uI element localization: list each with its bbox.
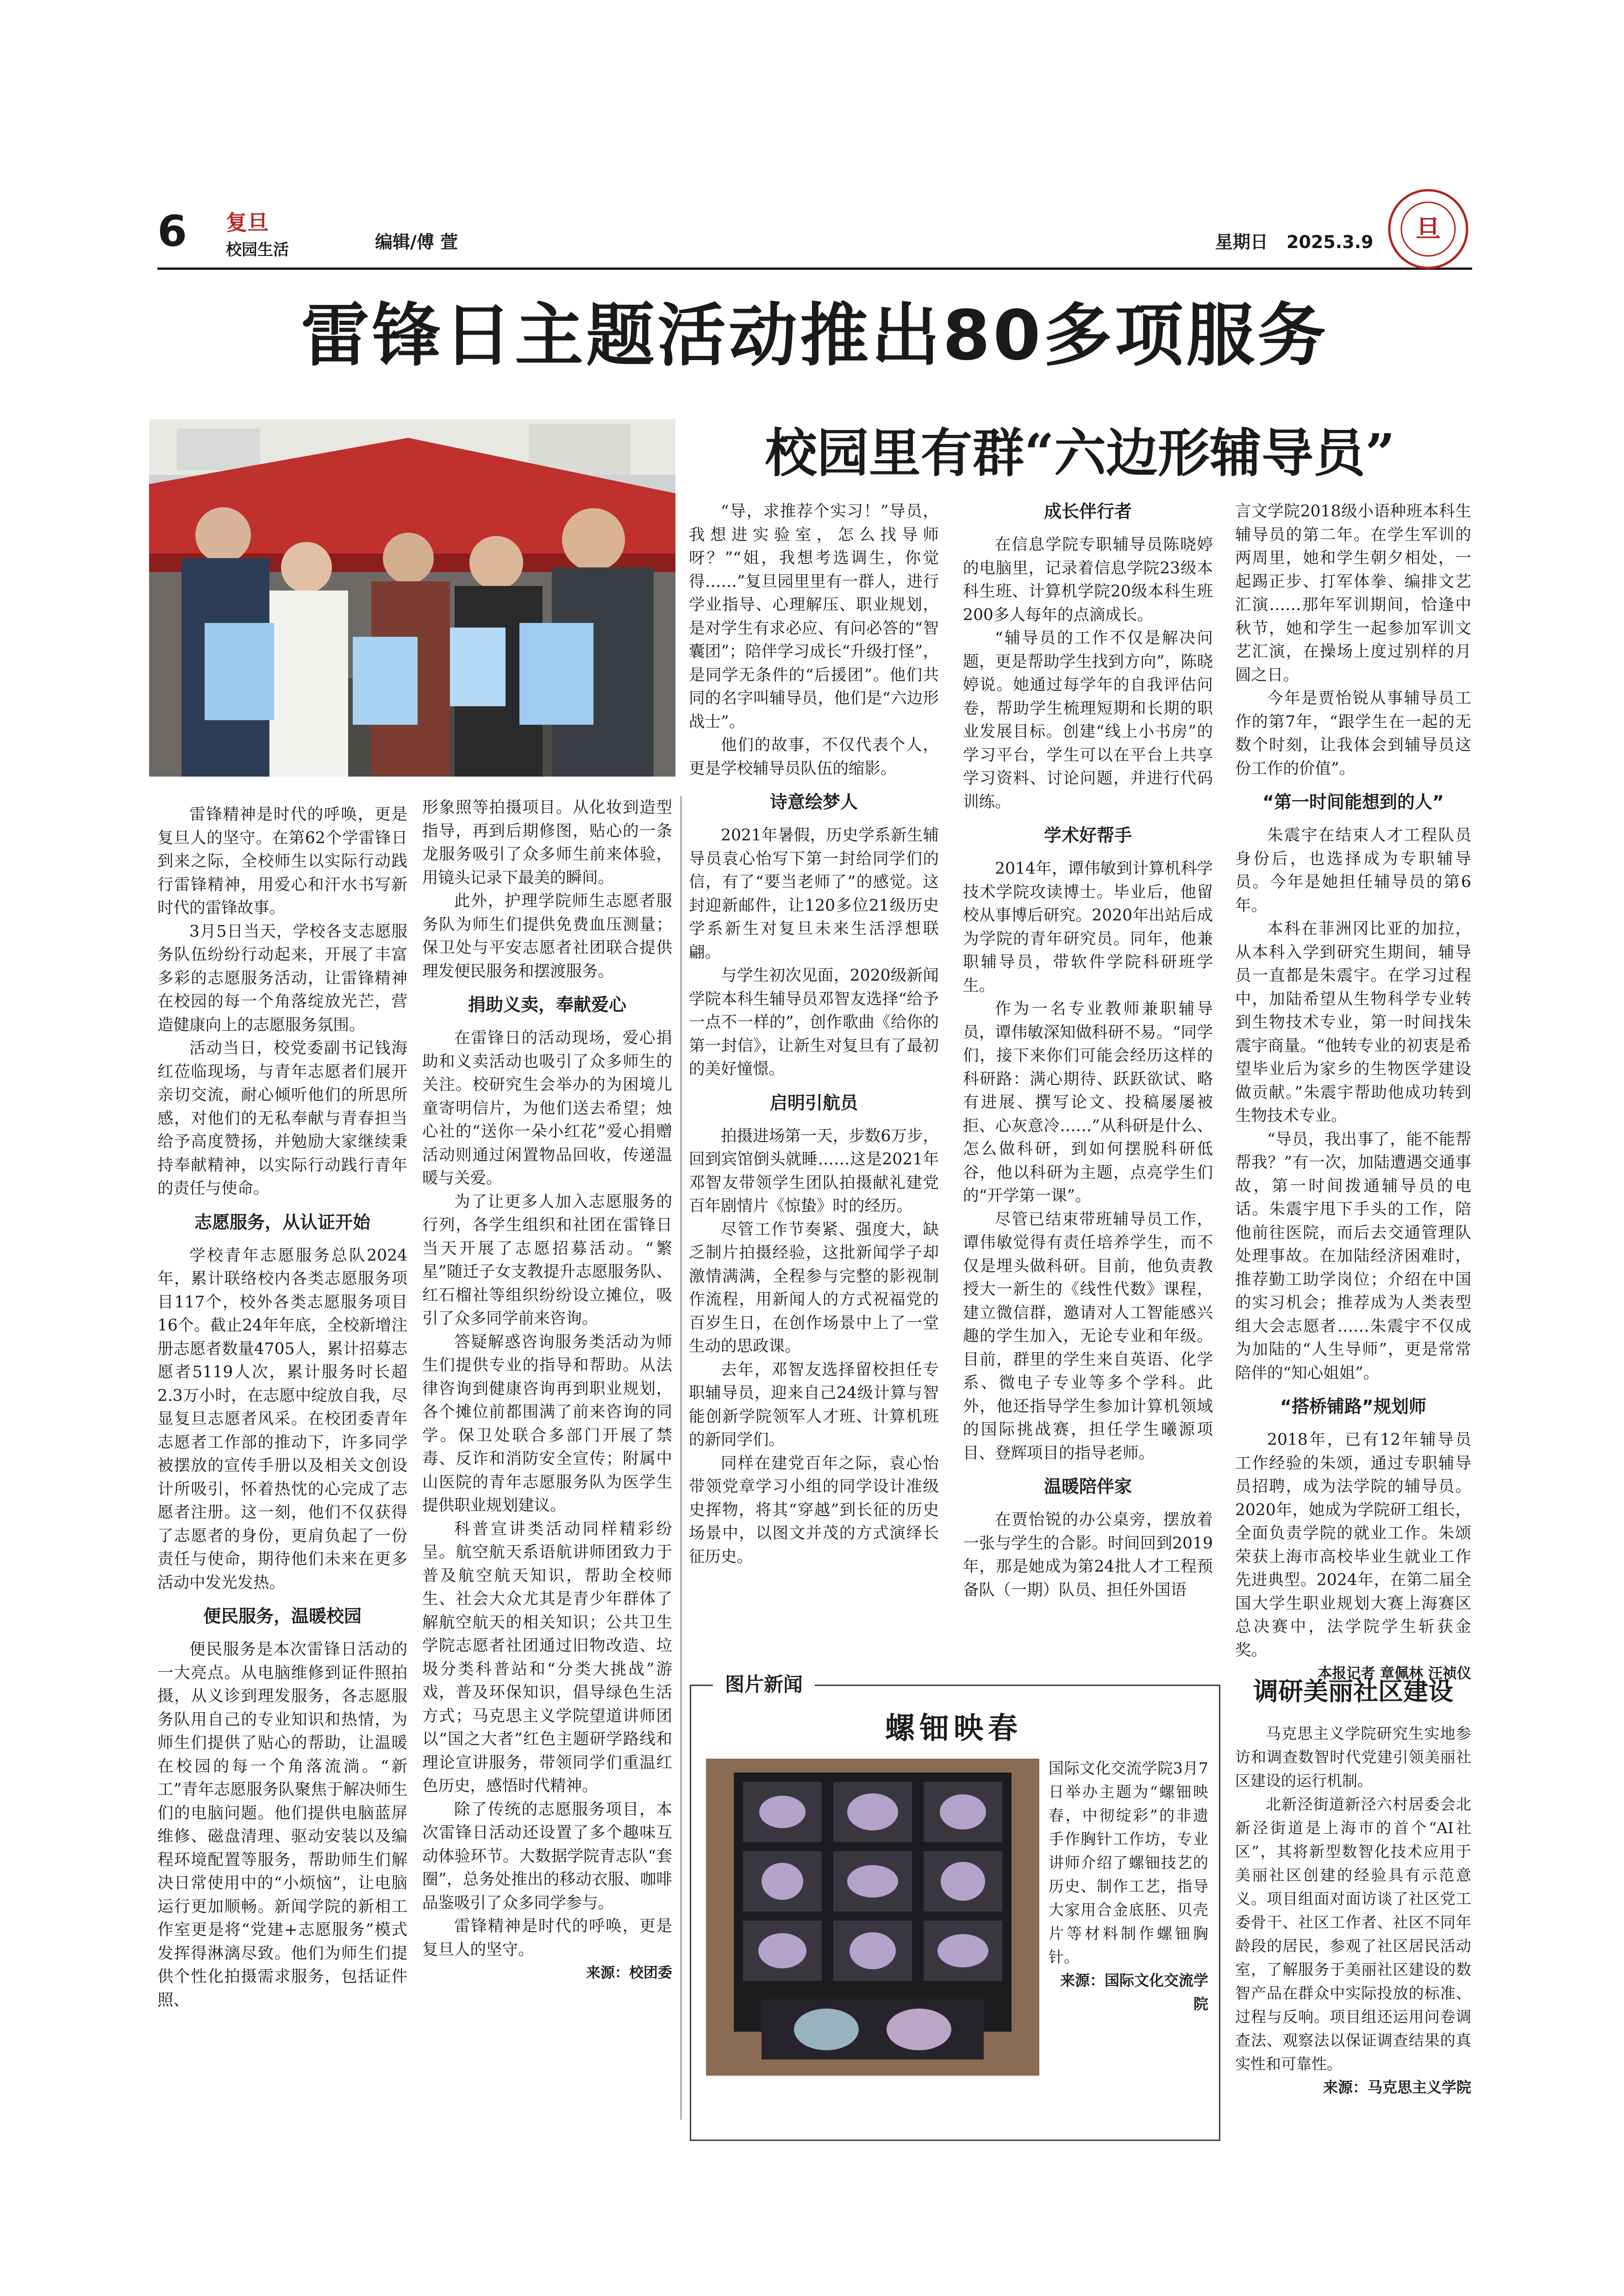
- section-heading: “搭桥铺路”规划师: [1280, 1396, 1426, 1417]
- weekday: 星期日: [1215, 232, 1268, 252]
- article1-column1: [157, 803, 407, 2012]
- dateline: [1215, 228, 1374, 253]
- article-byline: 本报记者 章佩林 汪祯仪: [1318, 1665, 1471, 1682]
- section-heading: 志愿服务，从认证开始: [194, 1212, 370, 1232]
- paragraph: “导，求推荐个实习！”导员，我想进实验室，怎么找导师呀？”“姐，我想考选调生，你觉得……”复旦园里里有一群人，进行学业指导、心理解压、职业规划，是对学生有求必应、有问必答的“智囊团”；陪伴学习成长“升级打怪”，是同学无条件的“后援团”。他们共同的名字叫辅导员，他们是“六边形战士”。: [689, 502, 939, 731]
- article2-column1: [689, 500, 939, 1568]
- paragraph: “导员，我出事了，能不能帮帮我？”有一次，加陆遭遇交通事故，第一时间拨通辅导员的电话。朱震宇甩下手头的工作，陪他前往医院，而后去交通管理队处理事故。在加陆经济困难时，推荐勤工助学岗位；介绍在中国的实习机会；推荐成为人类表型组大会志愿者……朱震宇不仅成为加陆的“人生导师”，更是常常陪伴的“知心姐姐”。: [1235, 1130, 1471, 1382]
- picture-news-title: 螺钿映春: [885, 1711, 1022, 1746]
- section-heading: 便民服务，温暖校园: [203, 1606, 362, 1626]
- side-article-title: 调研美丽社区建设: [1253, 1677, 1453, 1706]
- paragraph: 马克思主义学院研究生实地参访和调查数智时代党建引领美丽社区建设的运行机制。: [1235, 1724, 1471, 1790]
- header-rule: [157, 268, 1472, 270]
- picture-news-caption: [1049, 1756, 1208, 2016]
- paragraph: 学校青年志愿服务总队2024年，累计联络校内各类志愿服务项目117个，校外各类志愿服务项目16个。截止24年年底，全校新增注册志愿者数量4705人，累计招募志愿者5119人次，累计服务时长超2.3万小时，在志愿中绽放自我，尽显复旦志愿者风采。在校团委青年志愿者工作部的推动下，许多同学被摆放的宣传手册以及相关文创设计所吸引，怀着热忱的心完成了志愿者注册。这一刻，他们不仅获得了志愿者的身份，更肩负起了一份责任与使命，期待他们未来在更多活动中发光发热。: [157, 1246, 407, 1592]
- paragraph: 活动当日，校党委副书记钱海红莅临现场，与青年志愿者们展开亲切交流，耐心倾听他们的所思所感，对他们的无私奉献与青春担当给予高度赞扬，并勉励大家继续秉持奉献精神，以实际行动践行青年的责任与使命。: [157, 1039, 407, 1198]
- section-heading: 诗意绘梦人: [769, 792, 858, 812]
- paragraph: 在贾怡锐的办公桌旁，摆放着一张与学生的合影。时间回到2019年，那是她成为第24批人才工程预备队（一期）队员、担任外国语: [963, 1511, 1213, 1599]
- paragraph: 去年，邓智友选择留校担任专职辅导员，迎来自己24级计算与智能创新学院领军人才班、计算机班的新同学们。: [689, 1360, 939, 1449]
- paragraph: 3月5日当天，学校各支志愿服务队伍纷纷行动起来，开展了丰富多彩的志愿服务活动，让雷锋精神在校园的每一个角落绽放光芒，营造健康向上的志愿服务氛围。: [157, 922, 407, 1034]
- paragraph: 朱震宇在结束人才工程队员身份后，也选择成为专职辅导员。今年是她担任辅导员的第6年。: [1235, 826, 1471, 915]
- issue-date: 2025.3.9: [1287, 232, 1374, 252]
- university-seal-logo: [1387, 187, 1470, 271]
- paragraph: 拍摄进场第一天，步数6万步，回到宾馆倒头就睡……这是2021年邓智友带领学生团队拍摄献礼建党百年剧情片《惊蛰》时的经历。: [689, 1126, 939, 1215]
- paragraph: 此外，护理学院师生志愿者服务队为师生们提供免费血压测量；保卫处与平安志愿者社团联合提供理发便民服务和摆渡服务。: [422, 892, 672, 981]
- feature-title: 校园里有群“六边形辅导员”: [765, 423, 1395, 484]
- section-name: 校园生活: [226, 241, 289, 259]
- side-article-source: 来源：马克思主义学院: [1323, 2078, 1471, 2096]
- paragraph: “辅导员的工作不仅是解决问题，更是帮助学生找到方向”，陈晓婷说。她通过每学年的自我评估问卷，帮助学生梳理短期和长期的职业发展目标。创建“线上小书房”的学习平台，学生可以在平台上共享学习资料、讨论问题，并进行代码训练。: [963, 629, 1213, 811]
- side-article-body: [1235, 1722, 1471, 2099]
- paragraph: 形象照等拍摄项目。从化妆到造型指导，再到后期修图，贴心的一条龙服务吸引了众多师生前来体验，用镜头记录下最美的瞬间。: [422, 798, 672, 887]
- caption-source: 来源：国际文化交流学院: [1060, 1972, 1208, 2013]
- article2-column2: [963, 500, 1213, 1602]
- picture-news-tag: 图片新闻: [713, 1672, 815, 1698]
- paragraph: 他们的故事，不仅代表个人，更是学校辅导员队伍的缩影。: [689, 736, 939, 778]
- paragraph: 在雷锋日的活动现场，爱心捐助和义卖活动也吸引了众多师生的关注。校研究生会举办的为困境儿童寄明信片，为他们送去希望；烛心社的“送你一朵小红花”爱心捐赠活动则通过闲置物品回收，传递温暖与关爱。: [422, 1029, 672, 1188]
- paragraph: 2021年暑假，历史学系新生辅导员袁心怡写下第一封给同学们的信，有了“要当老师了”的感觉。这封迎新邮件，让120多位21级历史学系新生对复旦未来生活浮想联翩。: [689, 826, 939, 962]
- section-heading: 成长伴行者: [1043, 501, 1132, 522]
- paragraph: 2014年，谭伟敏到计算机科学技术学院攻读博士。毕业后，他留校从事博后研究。2020年出站后成为学院的青年研究员。同年，他兼职辅导员，带软件学院科研班学生。: [963, 859, 1213, 995]
- svg-text:旦: 旦: [1416, 214, 1441, 243]
- paragraph: 言文学院2018级小语种班本科生辅导员的第二年。在学生军训的两周里，她和学生朝夕相处，一起踢正步、打军体拳、编排文艺汇演……那年军训期间，恰逢中秋节，她和学生一起参加军训文艺汇演，在操场上度过别样的月圆之日。: [1235, 502, 1471, 684]
- paragraph: 为了让更多人加入志愿服务的行列，各学生组织和社团在雷锋日当天开展了志愿招募活动。“繁星”随迁子女支教提升志愿服务队、红石榴社等组织纷纷设立摊位，吸引了众多同学前来咨询。: [422, 1192, 672, 1328]
- article-source: 来源：校团委: [586, 1965, 672, 1981]
- paragraph: 尽管已结束带班辅导员工作，谭伟敏觉得有责任培养学生，而不仅是埋头做科研。目前，他负责教授大一新生的《线性代数》课程，建立微信群，邀请对人工智能感兴趣的学生加入，无论专业和年级。目前，群里的学生来自英语、化学系、微电子专业等多个学科。此外，他还指导学生参加计算机领域的国际挑战赛，担任学生曦源项目、登辉项目的指导老师。: [963, 1210, 1213, 1462]
- article2-column3: [1235, 500, 1471, 1686]
- paragraph: 今年是贾怡锐从事辅导员工作的第7年，“跟学生在一起的无数个时刻，让我体会到辅导员这份工作的价值”。: [1235, 689, 1471, 778]
- brooches-photo: [706, 1759, 1039, 2076]
- section-heading: 捐助义卖，奉献爱心: [468, 995, 626, 1015]
- paragraph: 北新泾街道新泾六村居委会北新泾街道是上海市的首个“AI社区”，其将新型数智化技术应用于美丽社区创建的经验具有示范意义。项目组面对面访谈了社区党工委骨干、社区工作者、社区不同年龄段的居民，参观了社区居民活动室，了解服务于美丽社区建设的数智产品在群众中实际投放的标准、过程与反响。项目组还运用问卷调查法、观察法以保证调查结果的真实性和可靠性。: [1235, 1795, 1471, 2073]
- section-heading: 温暖陪伴家: [1043, 1476, 1132, 1497]
- section-heading: 启明引航员: [769, 1092, 858, 1113]
- paragraph: 雷锋精神是时代的呼唤，更是复旦人的坚守。: [422, 1917, 672, 1959]
- caption-text: 国际文化交流学院3月7日举办主题为“螺钿映春，中彻绽彩”的非遗手作胸针工作坊，专业讲师介绍了螺钿技艺的历史、制作工艺，指导大家用合金底胚、贝壳片等材料制作螺钿胸针。: [1049, 1759, 1208, 1966]
- section-heading: “第一时间能想到的人”: [1262, 792, 1444, 812]
- paragraph: 2018年，已有12年辅导员工作经验的朱颂，通过专职辅导员招聘，成为法学院的辅导员。2020年，她成为学院研工组长，全面负责学院的就业工作。朱颂荣获上海市高校毕业生就业工作先进典型。2024年，在第二届全国大学生职业规划大赛上海赛区总决赛中，法学院学生斩获金奖。: [1235, 1431, 1471, 1660]
- article1-column2: [422, 796, 672, 1985]
- paragraph: 科普宣讲类活动同样精彩纷呈。航空航天系语航讲师团致力于普及航空航天知识，帮助全校师生、社会大众尤其是青少年群体了解航空航天的相关知识；公共卫生学院志愿者社团通过旧物改造、垃圾分类科普站和“分类大挑战”游戏，普及环保知识，倡导绿色生活方式；马克思主义学院望道讲师团以“国之大者”红色主题研学路线和理论宣讲服务，带领同学们重温红色历史，感悟时代精神。: [422, 1519, 672, 1795]
- paragraph: 本科在菲洲冈比亚的加拉，从本科入学到研究生期间，辅导员一直都是朱震宇。在学习过程中，加陆希望从生物科学专业转到生物技术专业，第一时间找朱震宇商量。“他转专业的初衷是希望毕业后为家乡的生物医学建设做贡献。”朱震宇帮助他成功转到生物技术专业。: [1235, 920, 1471, 1125]
- paragraph: 雷锋精神是时代的呼唤，更是复旦人的坚守。在第62个学雷锋日到来之际，全校师生以实际行动践行雷锋精神，用爱心和汗水书写新时代的雷锋故事。: [157, 805, 407, 917]
- masthead-logo: 复旦: [226, 210, 269, 235]
- editor-credit: 编辑/傅 萱: [375, 232, 458, 252]
- page-number: 6: [157, 206, 187, 256]
- paragraph: 作为一名专业教师兼职辅导员，谭伟敏深知做科研不易。“同学们，接下来你们可能会经历这样的科研路：满心期待、跃跃欲试、略有进展、撰写论文、投稿屡屡被拒、心灰意冷……”从科研是什么、怎么做科研，到如何摆脱科研低谷，他以科研为主题，点亮学生们的“开学第一课”。: [963, 1000, 1213, 1205]
- paragraph: 尽管工作节奏紧、强度大，缺乏制片拍摄经验，这批新闻学子却激情满满，全程参与完整的影视制作流程，用新闻人的方式祝福党的百岁生日，在创作场景中上了一堂生动的思政课。: [689, 1220, 939, 1356]
- paragraph: 答疑解惑咨询服务类活动为师生们提供专业的指导和帮助。从法律咨询到健康咨询再到职业规划，各个摊位前都围满了前来咨询的同学。保卫处联合多部门开展了禁毒、反诈和消防安全宣传；附属中山医院的青年志愿服务队为医学生提供职业规划建议。: [422, 1332, 672, 1515]
- paragraph: 除了传统的志愿服务项目，本次雷锋日活动还设置了多个趣味互动体验环节。大数据学院青志队“套圈”，总务处推出的移动衣服、咖啡品鉴吸引了众多同学参与。: [422, 1800, 672, 1912]
- volunteers-photo: [149, 419, 675, 777]
- paragraph: 与学生初次见面，2020级新闻学院本科生辅导员邓智友选择“给予一点不一样的”，创作歌曲《给你的第一封信》，让新生对复旦有了最初的美好憧憬。: [689, 966, 939, 1078]
- main-headline: 雷锋日主题活动推出80多项服务: [301, 296, 1329, 375]
- paragraph: 便民服务是本次雷锋日活动的一大亮点。从电脑维修到证件照拍摄，从义诊到理发服务，各志愿服务队用自己的专业知识和热情，为师生们提供了贴心的帮助，让温暖在校园的每一个角落流淌。“新工”青年志愿服务队聚焦于解决师生们的电脑问题。他们提供电脑蓝屏维修、磁盘清理、驱动安装以及编程环境配置等服务，帮助师生们解决日常使用中的“小烦恼”，让电脑运行更加顺畅。新闻学院的新相工作室更是将“党建+志愿服务”模式发挥得淋漓尽致。他们为师生们提供个性化拍摄需求服务，包括证件照、: [157, 1640, 407, 2010]
- section-heading: 学术好帮手: [1043, 825, 1132, 846]
- paragraph: 在信息学院专职辅导员陈晓婷的电脑里，记录着信息学院23级本科生班、计算机学院20级本科生班200多人每年的点滴成长。: [963, 535, 1213, 624]
- paragraph: 同样在建党百年之际，袁心怡带领党章学习小组的同学设计准级史挥物，将其“穿越”到长征的历史场景中，以图文并茂的方式演绎长征历史。: [689, 1454, 939, 1566]
